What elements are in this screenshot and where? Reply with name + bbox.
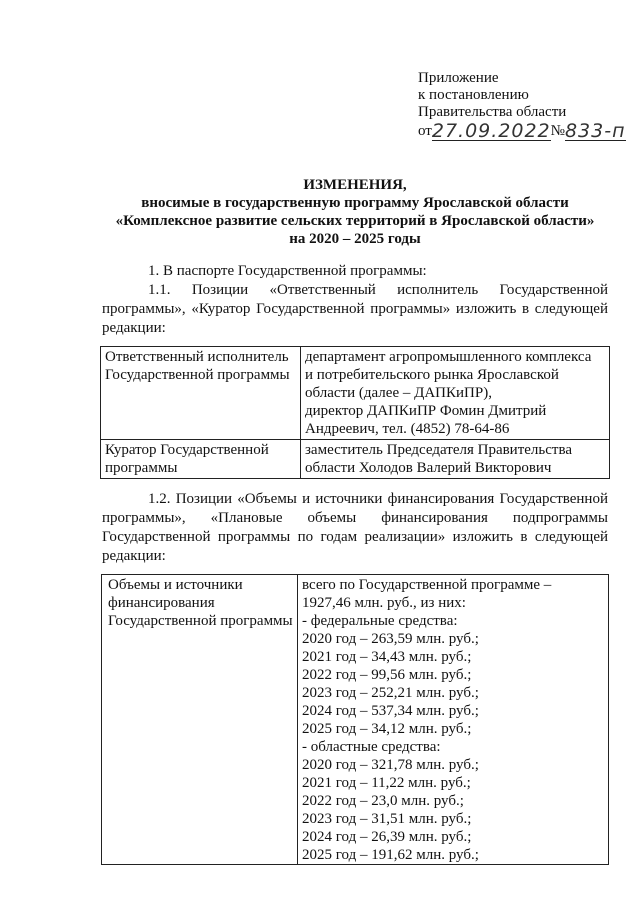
cell-line: 2022 год – 23,0 млн. руб.; [302,793,464,809]
cell-line: 2024 год – 26,39 млн. руб.; [302,829,472,845]
cell-line: - областные средства: [302,739,441,755]
table-cell-label: Объемы и источники финансирования Государственной программы [102,575,298,865]
cell-line: 1927,46 млн. руб., из них: [302,595,466,611]
table-cell-label: Ответственный исполнитель Государственной программы [101,347,301,440]
table-cell-label: Куратор Государственной программы [101,440,301,479]
cell-line: 2023 год – 31,51 млн. руб.; [302,811,472,827]
title-line-4: на 2020 – 2025 годы [289,231,421,247]
cell-line: 2024 год – 537,34 млн. руб.; [302,703,479,719]
appendix-block [418,70,626,141]
table-row [102,575,609,865]
table-cell-value [301,347,610,440]
appendix-number-sign: № [550,123,565,139]
handwritten-number: 833-п [564,120,626,142]
cell-line: и потребительского рынка Ярославской [305,367,559,383]
table-cell-value [301,440,610,479]
cell-line: области (далее – ДАПКиПР), [305,385,492,401]
table-row [101,440,610,479]
title-line-3: «Комплексное развитие сельских территорий в Ярославской области» [115,213,595,229]
cell-line: 2025 год – 191,62 млн. руб.; [302,847,479,863]
appendix-ot: от [418,123,432,139]
cell-line: 2021 год – 11,22 млн. руб.; [302,775,471,791]
section-1-heading: 1. В паспорте Государственной программы: [148,263,427,279]
cell-line: заместитель Председателя Правительства [305,442,573,458]
item-1-1-text: 1.1. Позиции «Ответственный исполнитель Государственной программы», «Куратор Государственной программы» изложить в следующей редакции: [102,282,608,336]
cell-line: 2023 год – 252,21 млн. руб.; [302,685,479,701]
cell-line: всего по Государственной программе – [302,577,552,593]
cell-line: - федеральные средства: [302,613,458,629]
document-title [95,176,615,248]
cell-line: 2020 год – 263,59 млн. руб.; [302,631,479,647]
cell-line: Андреевич, тел. (4852) 78-64-86 [305,421,510,437]
appendix-line-3: Правительства области [418,104,567,120]
handwritten-date: 27.09.2022 [431,120,551,142]
cell-line: департамент агропромышленного комплекса [305,349,592,365]
table-row [101,347,610,440]
title-line-2: вносимые в государственную программу Ярославской области [141,195,569,211]
cell-line: 2022 год – 99,56 млн. руб.; [302,667,472,683]
item-1-2-text: 1.2. Позиции «Объемы и источники финансирования Государственной программы», «Плановые объемы финансирования подпрограммы Государственной программы по годам реализации» изложить в следующей редакции: [102,491,608,564]
responsible-table [100,346,610,479]
financing-table [101,574,609,865]
appendix-line-2: к постановлению [418,87,529,103]
table-cell-value [298,575,609,865]
cell-line: области Холодов Валерий Викторович [305,460,552,476]
cell-line: 2021 год – 34,43 млн. руб.; [302,649,472,665]
appendix-line-1: Приложение [418,70,499,86]
cell-line: директор ДАПКиПР Фомин Дмитрий [305,403,547,419]
cell-line: 2020 год – 321,78 млн. руб.; [302,757,479,773]
title-heading: ИЗМЕНЕНИЯ, [303,177,407,193]
appendix-date-number-line [418,121,626,141]
cell-line: 2025 год – 34,12 млн. руб.; [302,721,472,737]
